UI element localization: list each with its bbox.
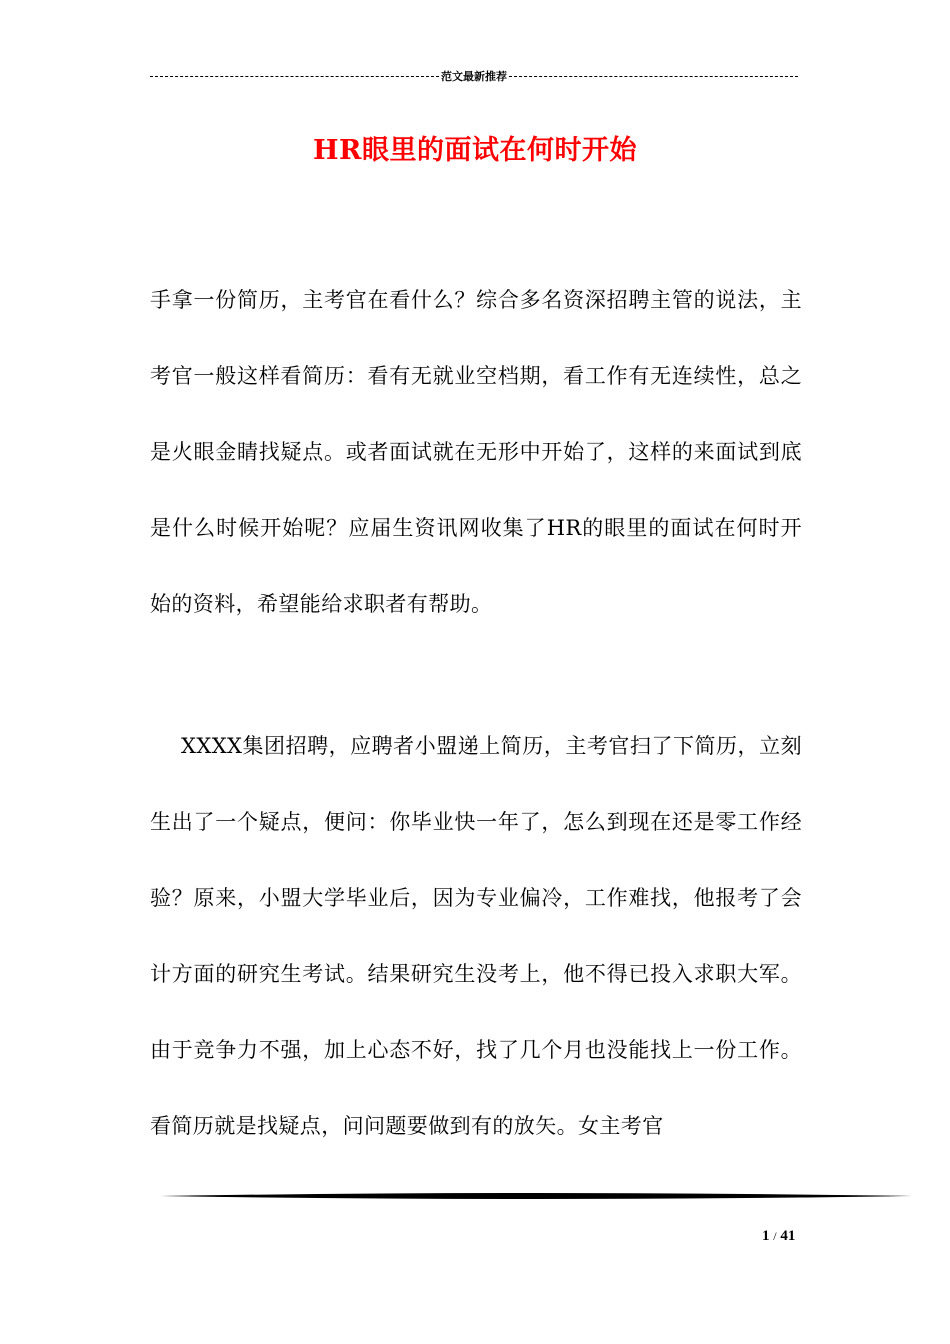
page-separator: / <box>773 1229 777 1243</box>
page-number <box>762 1228 795 1245</box>
paragraph-story: XXXX集团招聘，应聘者小盟递上简历，主考官扫了下简历，立刻生出了一个疑点，便问：你毕业快一年了，怎么到现在还是零工作经验？原来，小盟大学毕业后，因为专业偏冷，工作难找，他报考了会计方面的研究生考试。结果研究生没考上，他不得已投入求职大军。由于竞争力不强，加上心态不好，找了几个月也没能找上一份工作。看简历就是找疑点，问问题要做到有的放矢。女主考官 <box>150 734 802 1138</box>
paragraph-intro: 手拿一份简历，主考官在看什么？综合多名资深招聘主管的说法，主考官一般这样看简历：看有无就业空档期，看工作有无连续性，总之是火眼金睛找疑点。或者面试就在无形中开始了，这样的来面试到底是什么时候开始呢？应届生资讯网收集了HR的眼里的面试在何时开始的资料，希望能给求职者有帮助。 <box>150 288 802 616</box>
total-pages: 41 <box>780 1228 796 1244</box>
header-dashed-rule-left <box>150 76 439 77</box>
header-label: 范文最新推荐 <box>441 70 507 83</box>
document-title: HR眼里的面试在何时开始 <box>313 135 637 166</box>
current-page: 1 <box>762 1228 770 1244</box>
footer-rule <box>160 1190 912 1202</box>
page-header <box>150 68 798 84</box>
header-dashed-rule-right <box>509 76 798 77</box>
